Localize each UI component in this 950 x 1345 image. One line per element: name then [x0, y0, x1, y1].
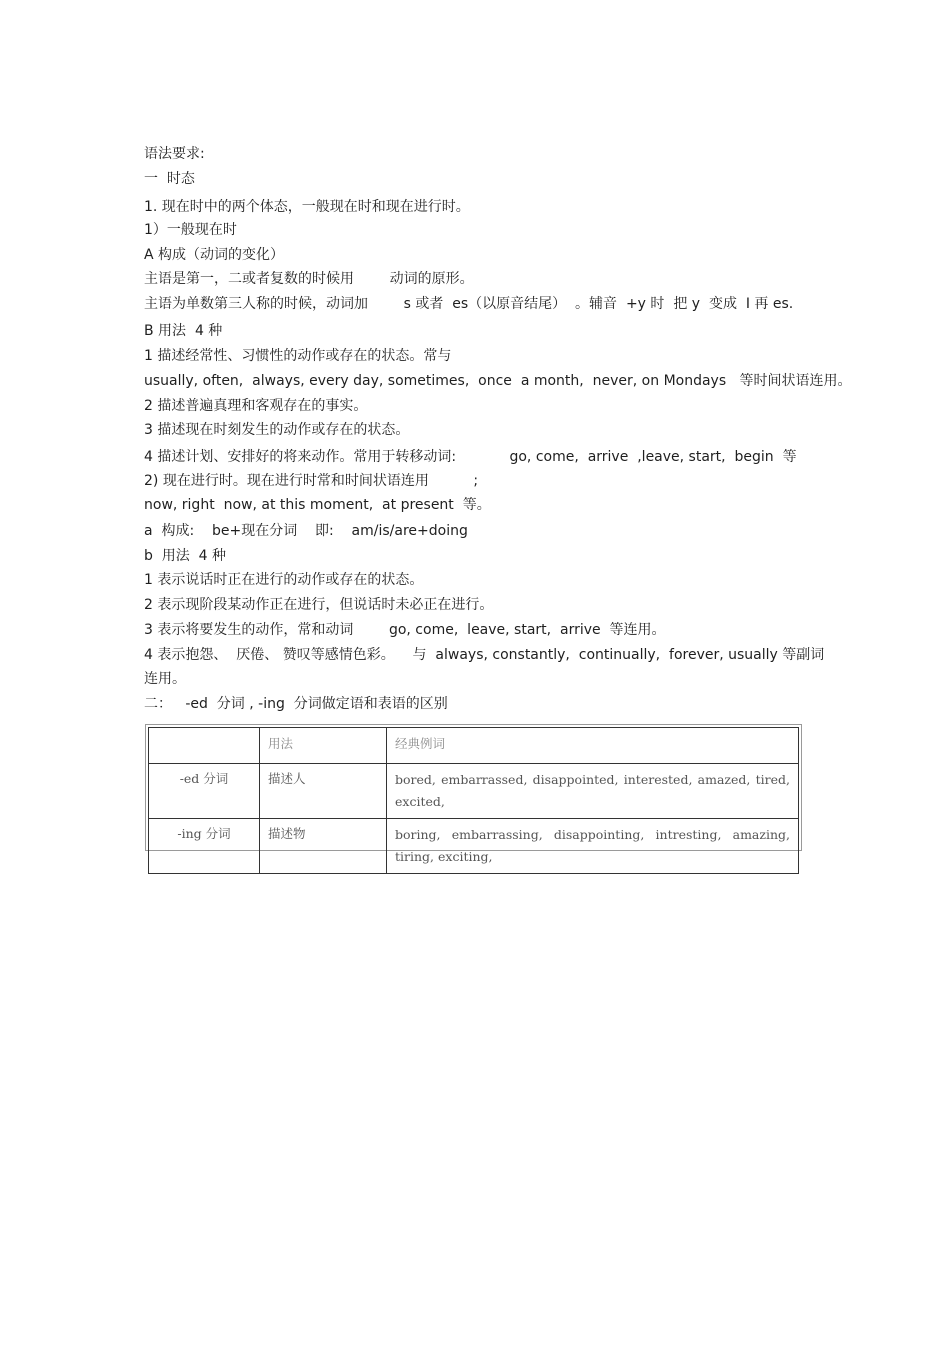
table-header-cell: 用法 [260, 728, 387, 764]
table-cell-usage: 描述物 [260, 819, 387, 874]
text-line: 连用。 [144, 671, 186, 687]
text-line: B 用法 4 种 [144, 323, 223, 339]
participle-table [148, 727, 799, 874]
text-line: 4 表示抱怨、 厌倦、 赞叹等感情色彩。 与 always, constantly, continually, forever, usually 等副词 [144, 647, 825, 663]
text-line: usually, often, always, every day, sometimes, once a month, never, on Mondays 等时间状语连用。 [144, 373, 852, 389]
text-line: 3 表示将要发生的动作，常和动词 go, come, leave, start, arrive 等连用。 [144, 622, 666, 638]
text-line: 1. 现在时中的两个体态，一般现在时和现在进行时。 [144, 199, 470, 215]
text-line: 2 描述普遍真理和客观存在的事实。 [144, 398, 368, 414]
text-line: 2 表示现阶段某动作正在进行，但说话时未必正在进行。 [144, 597, 494, 613]
text-line: 1 描述经常性、习惯性的动作或存在的状态。常与 [144, 348, 452, 364]
text-line: b 用法 4 种 [144, 548, 227, 564]
table-cell-usage: 描述人 [260, 764, 387, 819]
text-line: 1）一般现在时 [144, 222, 237, 238]
text-line: A 构成（动词的变化） [144, 247, 285, 263]
participle-table-frame [145, 724, 802, 864]
text-line: 2) 现在进行时。现在进行时常和时间状语连用 ; [144, 473, 479, 489]
table-cell-examples: boring, embarrassing, disappointing, intresting, amazing, tiring, exciting, [387, 819, 799, 874]
table-cell-examples: bored, embarrassed, disappointed, interested, amazed, tired, excited, [387, 764, 799, 819]
text-line: 4 描述计划、安排好的将来动作。常用于转移动词: go, come, arrive ,leave, start, begin 等 [144, 449, 797, 465]
section-heading-tense: 一 时态 [144, 171, 195, 187]
text-line: a 构成: be+现在分词 即: am/is/are+doing [144, 523, 468, 539]
table-row [149, 764, 799, 819]
text-line: 主语是第一，二或者复数的时候用 动词的原形。 [144, 271, 474, 287]
section-heading-grammar: 语法要求: [144, 146, 205, 162]
table-header-cell: 经典例词 [387, 728, 799, 764]
text-line: now, right now, at this moment, at present 等。 [144, 497, 491, 513]
table-cell-type: -ed 分词 [149, 764, 260, 819]
table-row [149, 819, 799, 874]
table-header-row [149, 728, 799, 764]
table-header-cell [149, 728, 260, 764]
text-line: 1 表示说话时正在进行的动作或存在的状态。 [144, 572, 424, 588]
text-line: 主语为单数第三人称的时候，动词加 s 或者 es（以原音结尾） 。辅音 +y 时 把 y 变成 I 再 es. [144, 296, 794, 312]
section-heading-participles: 二： -ed 分词 , -ing 分词做定语和表语的区别 [144, 696, 448, 712]
table-cell-type: -ing 分词 [149, 819, 260, 874]
text-line: 3 描述现在时刻发生的动作或存在的状态。 [144, 422, 410, 438]
